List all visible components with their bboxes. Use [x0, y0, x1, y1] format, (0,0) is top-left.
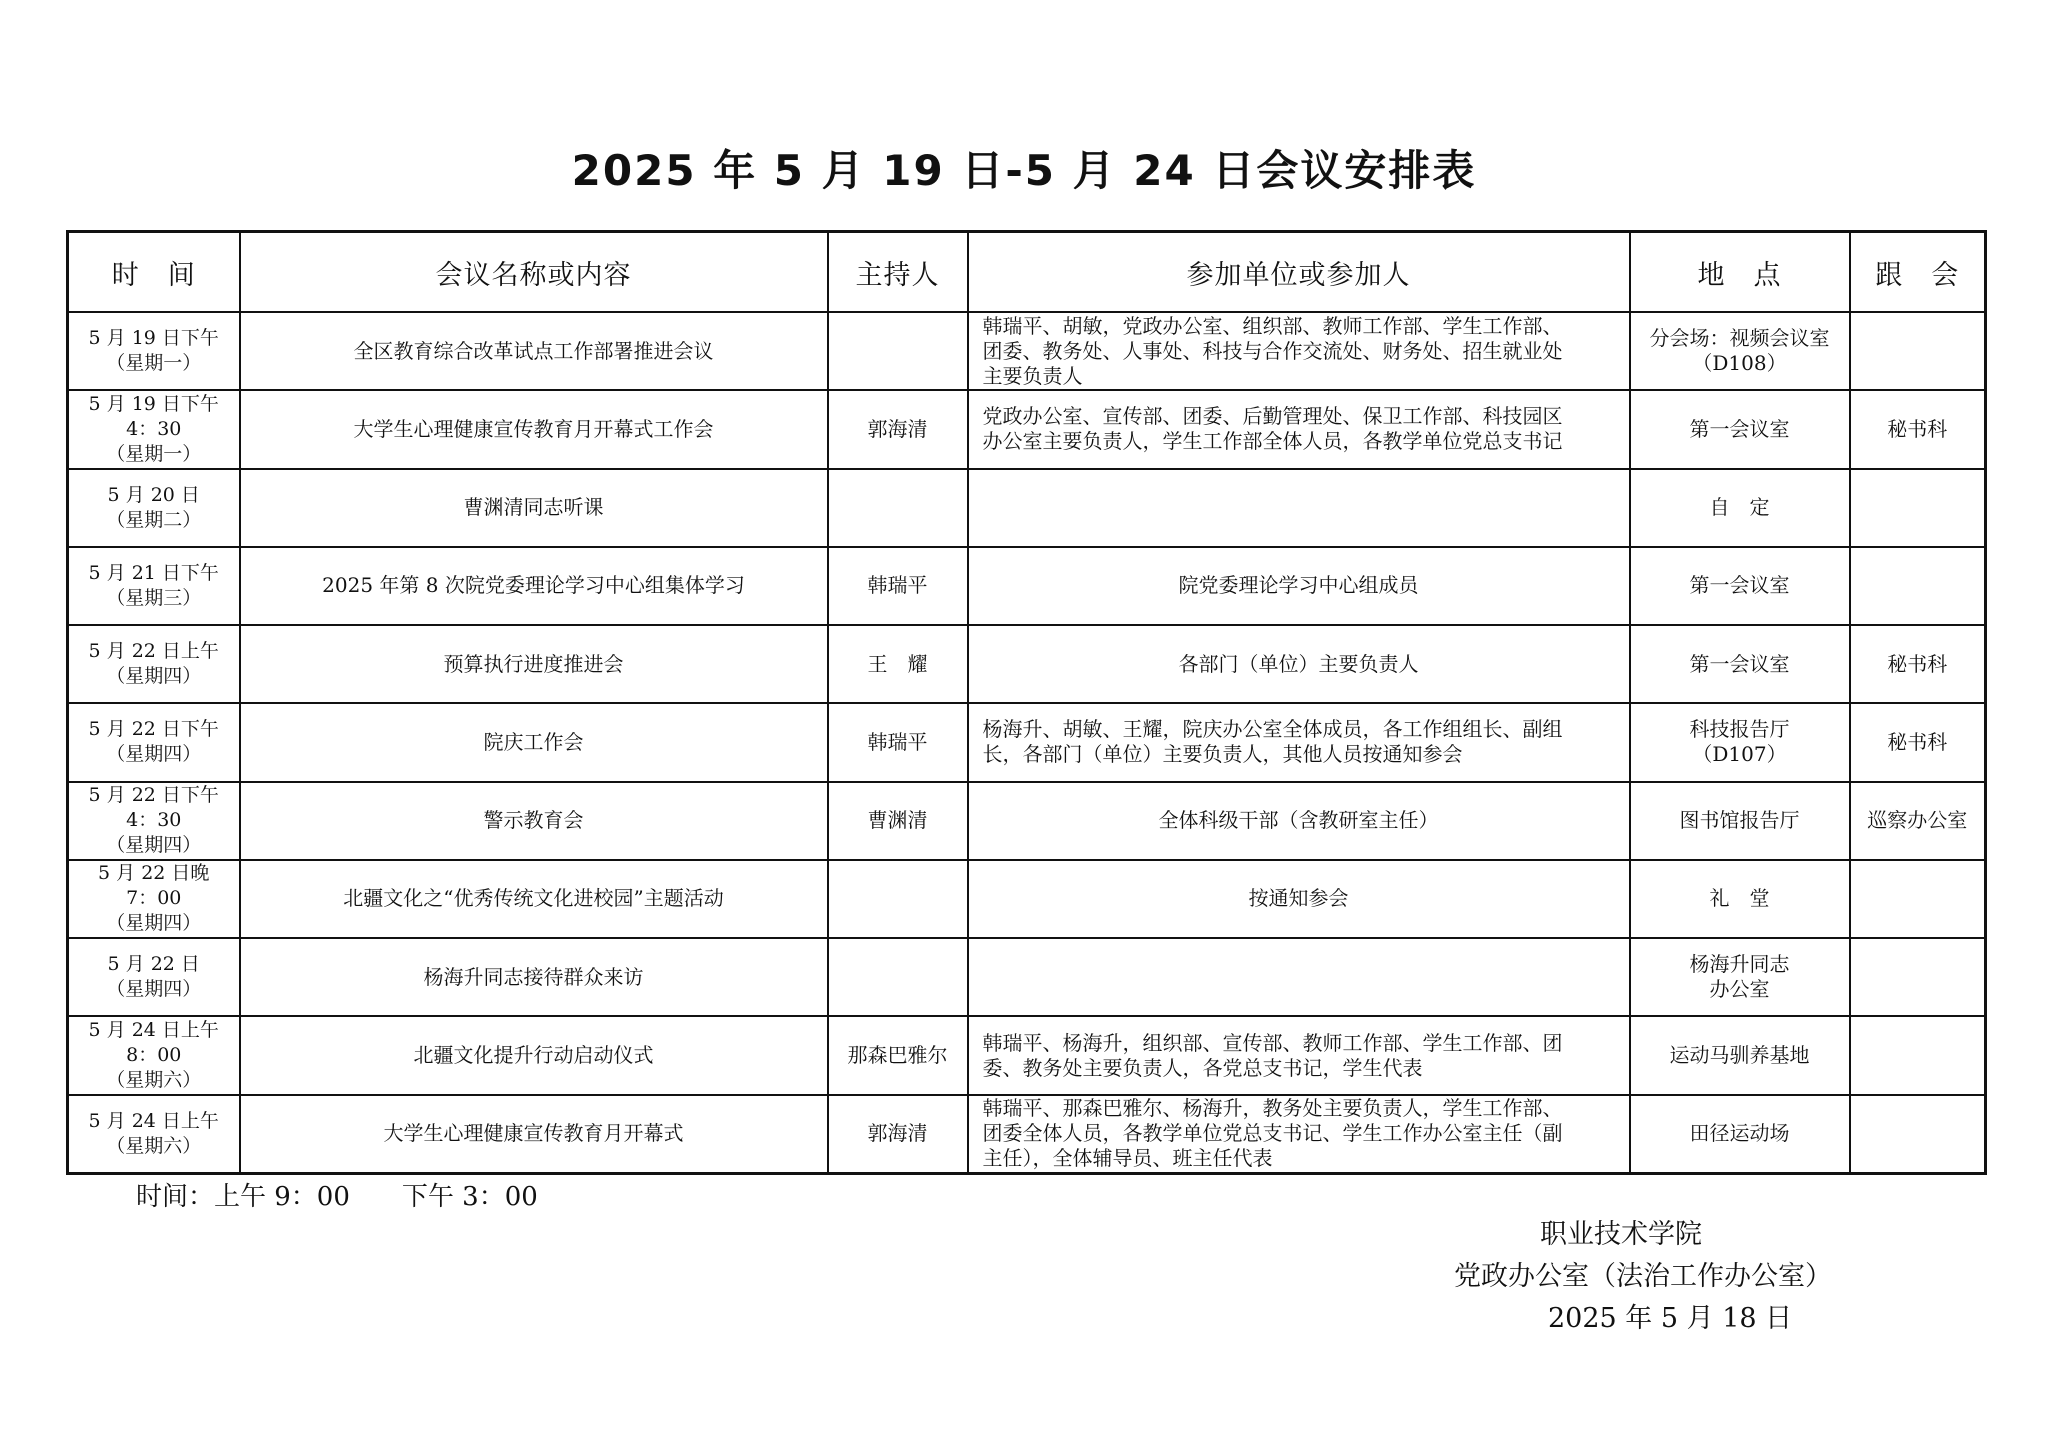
cell-line: 全体科级干部（含教研室主任） — [1158, 808, 1439, 833]
cell-location — [1630, 1016, 1850, 1094]
cell-time — [68, 390, 240, 468]
table-header-row — [68, 232, 1986, 313]
cell-line: 党政办公室、宣传部、团委、后勤管理处、保卫工作部、科技园区 — [982, 404, 1563, 429]
cell-location — [1630, 782, 1850, 860]
cell-line: （星期二） — [106, 508, 202, 531]
table-row — [68, 860, 1986, 938]
cell-time — [68, 625, 240, 703]
cell-line: 分会场：视频会议室 — [1649, 326, 1830, 351]
cell-line: 8：00 — [126, 1044, 182, 1067]
cell-participants — [968, 625, 1630, 703]
cell-line: 各部门（单位）主要负责人 — [1178, 651, 1419, 676]
cell-time — [68, 703, 240, 781]
cell-follow-up: 秘书科 — [1850, 703, 1986, 781]
cell-line: 5 月 19 日下午 — [88, 392, 219, 415]
cell-participants — [968, 703, 1630, 781]
cell-line: （星期四） — [106, 978, 202, 1001]
cell-line: 田径运动场 — [1689, 1121, 1790, 1146]
cell-host: 曹渊清 — [828, 782, 968, 860]
cell-location — [1630, 1095, 1850, 1174]
header-meeting-name: 会议名称或内容 — [240, 232, 828, 313]
cell-location — [1630, 547, 1850, 625]
cell-follow-up: 秘书科 — [1850, 625, 1986, 703]
cell-line: 自 定 — [1709, 495, 1770, 520]
cell-line: 5 月 22 日 — [107, 953, 200, 976]
cell-host: 韩瑞平 — [828, 703, 968, 781]
signature-office: 党政办公室（法治工作办公室） — [1454, 1261, 1832, 1292]
cell-line: （星期一） — [106, 352, 202, 375]
cell-meeting-name: 北疆文化之“优秀传统文化进校园”主题活动 — [240, 860, 828, 938]
cell-line: 5 月 22 日下午 — [88, 784, 219, 807]
time-note: 时间：上午 9：00 下午 3：00 — [136, 1182, 538, 1212]
cell-participants — [968, 860, 1630, 938]
cell-participants — [968, 1016, 1630, 1094]
cell-line: 办公室 — [1709, 977, 1770, 1002]
table-row — [68, 782, 1986, 860]
cell-line: 5 月 20 日 — [107, 483, 200, 506]
cell-follow-up — [1850, 1016, 1986, 1094]
cell-meeting-name: 2025 年第 8 次院党委理论学习中心组集体学习 — [240, 547, 828, 625]
cell-meeting-name: 预算执行进度推进会 — [240, 625, 828, 703]
cell-follow-up: 秘书科 — [1850, 390, 1986, 468]
cell-line: （星期四） — [106, 912, 202, 935]
cell-line: 运动马驯养基地 — [1669, 1043, 1810, 1068]
cell-line: （星期三） — [106, 586, 202, 609]
cell-meeting-name: 北疆文化提升行动启动仪式 — [240, 1016, 828, 1094]
cell-line: 主任），全体辅导员、班主任代表 — [982, 1146, 1273, 1171]
cell-meeting-name: 大学生心理健康宣传教育月开幕式工作会 — [240, 390, 828, 468]
signature-org: 职业技术学院 — [1540, 1219, 1702, 1250]
cell-line: 按通知参会 — [1248, 886, 1349, 911]
header-participants: 参加单位或参加人 — [968, 232, 1630, 313]
cell-time — [68, 547, 240, 625]
cell-line: 办公室主要负责人，学生工作部全体人员，各教学单位党总支书记 — [982, 429, 1563, 454]
cell-time — [68, 938, 240, 1016]
cell-host — [828, 312, 968, 390]
cell-line: 礼 堂 — [1709, 886, 1770, 911]
cell-location — [1630, 938, 1850, 1016]
table-row — [68, 1016, 1986, 1094]
cell-line: 第一会议室 — [1689, 573, 1790, 598]
table-row — [68, 1095, 1986, 1174]
cell-line: （星期四） — [106, 834, 202, 857]
cell-line: （星期四） — [106, 743, 202, 766]
cell-host: 郭海清 — [828, 390, 968, 468]
cell-time — [68, 1016, 240, 1094]
cell-host: 那森巴雅尔 — [828, 1016, 968, 1094]
table-row — [68, 703, 1986, 781]
cell-meeting-name: 全区教育综合改革试点工作部署推进会议 — [240, 312, 828, 390]
cell-line: 5 月 24 日上午 — [88, 1109, 219, 1132]
cell-line: 图书馆报告厅 — [1679, 808, 1800, 833]
cell-location — [1630, 469, 1850, 547]
cell-line: （星期四） — [106, 665, 202, 688]
header-location: 地 点 — [1630, 232, 1850, 313]
cell-line: 团委全体人员，各教学单位党总支书记、学生工作办公室主任（副 — [982, 1121, 1563, 1146]
cell-line: 5 月 22 日上午 — [88, 640, 219, 663]
cell-host: 韩瑞平 — [828, 547, 968, 625]
cell-line: （星期六） — [106, 1134, 202, 1157]
cell-line: 第一会议室 — [1689, 416, 1790, 441]
table-row — [68, 469, 1986, 547]
signature-date: 2025 年 5 月 18 日 — [1548, 1303, 1793, 1334]
cell-meeting-name: 警示教育会 — [240, 782, 828, 860]
cell-participants — [968, 390, 1630, 468]
cell-line: 韩瑞平、胡敏，党政办公室、组织部、教师工作部、学生工作部、 — [982, 313, 1563, 338]
cell-line: 杨海升同志 — [1689, 952, 1790, 977]
cell-host — [828, 469, 968, 547]
cell-participants — [968, 1095, 1630, 1174]
cell-line: （星期六） — [106, 1069, 202, 1092]
cell-line: 4：30 — [126, 417, 182, 440]
cell-location — [1630, 312, 1850, 390]
cell-follow-up — [1850, 1095, 1986, 1174]
cell-line: （D108） — [1692, 351, 1787, 376]
cell-participants — [968, 312, 1630, 390]
table-row — [68, 390, 1986, 468]
cell-participants — [968, 938, 1630, 1016]
cell-participants — [968, 782, 1630, 860]
cell-line: 7：00 — [126, 887, 182, 910]
header-host: 主持人 — [828, 232, 968, 313]
header-follow-up: 跟 会 — [1850, 232, 1986, 313]
cell-location — [1630, 703, 1850, 781]
cell-line: （星期一） — [106, 442, 202, 465]
meeting-schedule-table — [66, 230, 1987, 1175]
header-time: 时 间 — [68, 232, 240, 313]
cell-follow-up: 巡察办公室 — [1850, 782, 1986, 860]
cell-line: 院党委理论学习中心组成员 — [1178, 573, 1419, 598]
cell-time — [68, 469, 240, 547]
cell-line: 韩瑞平、杨海升，组织部、宣传部、教师工作部、学生工作部、团 — [982, 1030, 1563, 1055]
cell-host — [828, 938, 968, 1016]
table-row — [68, 938, 1986, 1016]
table-row — [68, 547, 1986, 625]
cell-meeting-name: 杨海升同志接待群众来访 — [240, 938, 828, 1016]
cell-meeting-name: 院庆工作会 — [240, 703, 828, 781]
cell-line: 5 月 19 日下午 — [88, 327, 219, 350]
cell-time — [68, 312, 240, 390]
cell-line: 4：30 — [126, 809, 182, 832]
cell-line: 5 月 21 日下午 — [88, 561, 219, 584]
cell-follow-up — [1850, 938, 1986, 1016]
cell-meeting-name: 曹渊清同志听课 — [240, 469, 828, 547]
cell-line: 5 月 22 日下午 — [88, 718, 219, 741]
cell-location — [1630, 390, 1850, 468]
cell-participants — [968, 469, 1630, 547]
cell-location — [1630, 625, 1850, 703]
cell-line: 主要负责人 — [982, 363, 1083, 388]
cell-follow-up — [1850, 312, 1986, 390]
cell-time — [68, 782, 240, 860]
cell-line: 韩瑞平、那森巴雅尔、杨海升，教务处主要负责人，学生工作部、 — [982, 1096, 1563, 1121]
cell-host — [828, 860, 968, 938]
cell-meeting-name: 大学生心理健康宣传教育月开幕式 — [240, 1095, 828, 1174]
cell-host: 王 耀 — [828, 625, 968, 703]
cell-follow-up — [1850, 469, 1986, 547]
cell-line: 第一会议室 — [1689, 651, 1790, 676]
cell-time — [68, 1095, 240, 1174]
cell-line: 科技报告厅 — [1689, 717, 1790, 742]
cell-location — [1630, 860, 1850, 938]
cell-line: 5 月 22 日晚 — [98, 862, 210, 885]
table-row — [68, 312, 1986, 390]
cell-line: 长，各部门（单位）主要负责人，其他人员按通知参会 — [982, 742, 1463, 767]
cell-time — [68, 860, 240, 938]
cell-host: 郭海清 — [828, 1095, 968, 1174]
cell-line: 杨海升、胡敏、王耀，院庆办公室全体成员，各工作组组长、副组 — [982, 717, 1563, 742]
table-row — [68, 625, 1986, 703]
cell-participants — [968, 547, 1630, 625]
cell-line: 5 月 24 日上午 — [88, 1019, 219, 1042]
cell-follow-up — [1850, 547, 1986, 625]
cell-line: 委、教务处主要负责人，各党总支书记，学生代表 — [982, 1055, 1423, 1080]
page-title: 2025 年 5 月 19 日-5 月 24 日会议安排表 — [571, 146, 1477, 195]
cell-line: 团委、教务处、人事处、科技与合作交流处、财务处、招生就业处 — [982, 338, 1563, 363]
cell-follow-up — [1850, 860, 1986, 938]
cell-line: （D107） — [1692, 742, 1787, 767]
